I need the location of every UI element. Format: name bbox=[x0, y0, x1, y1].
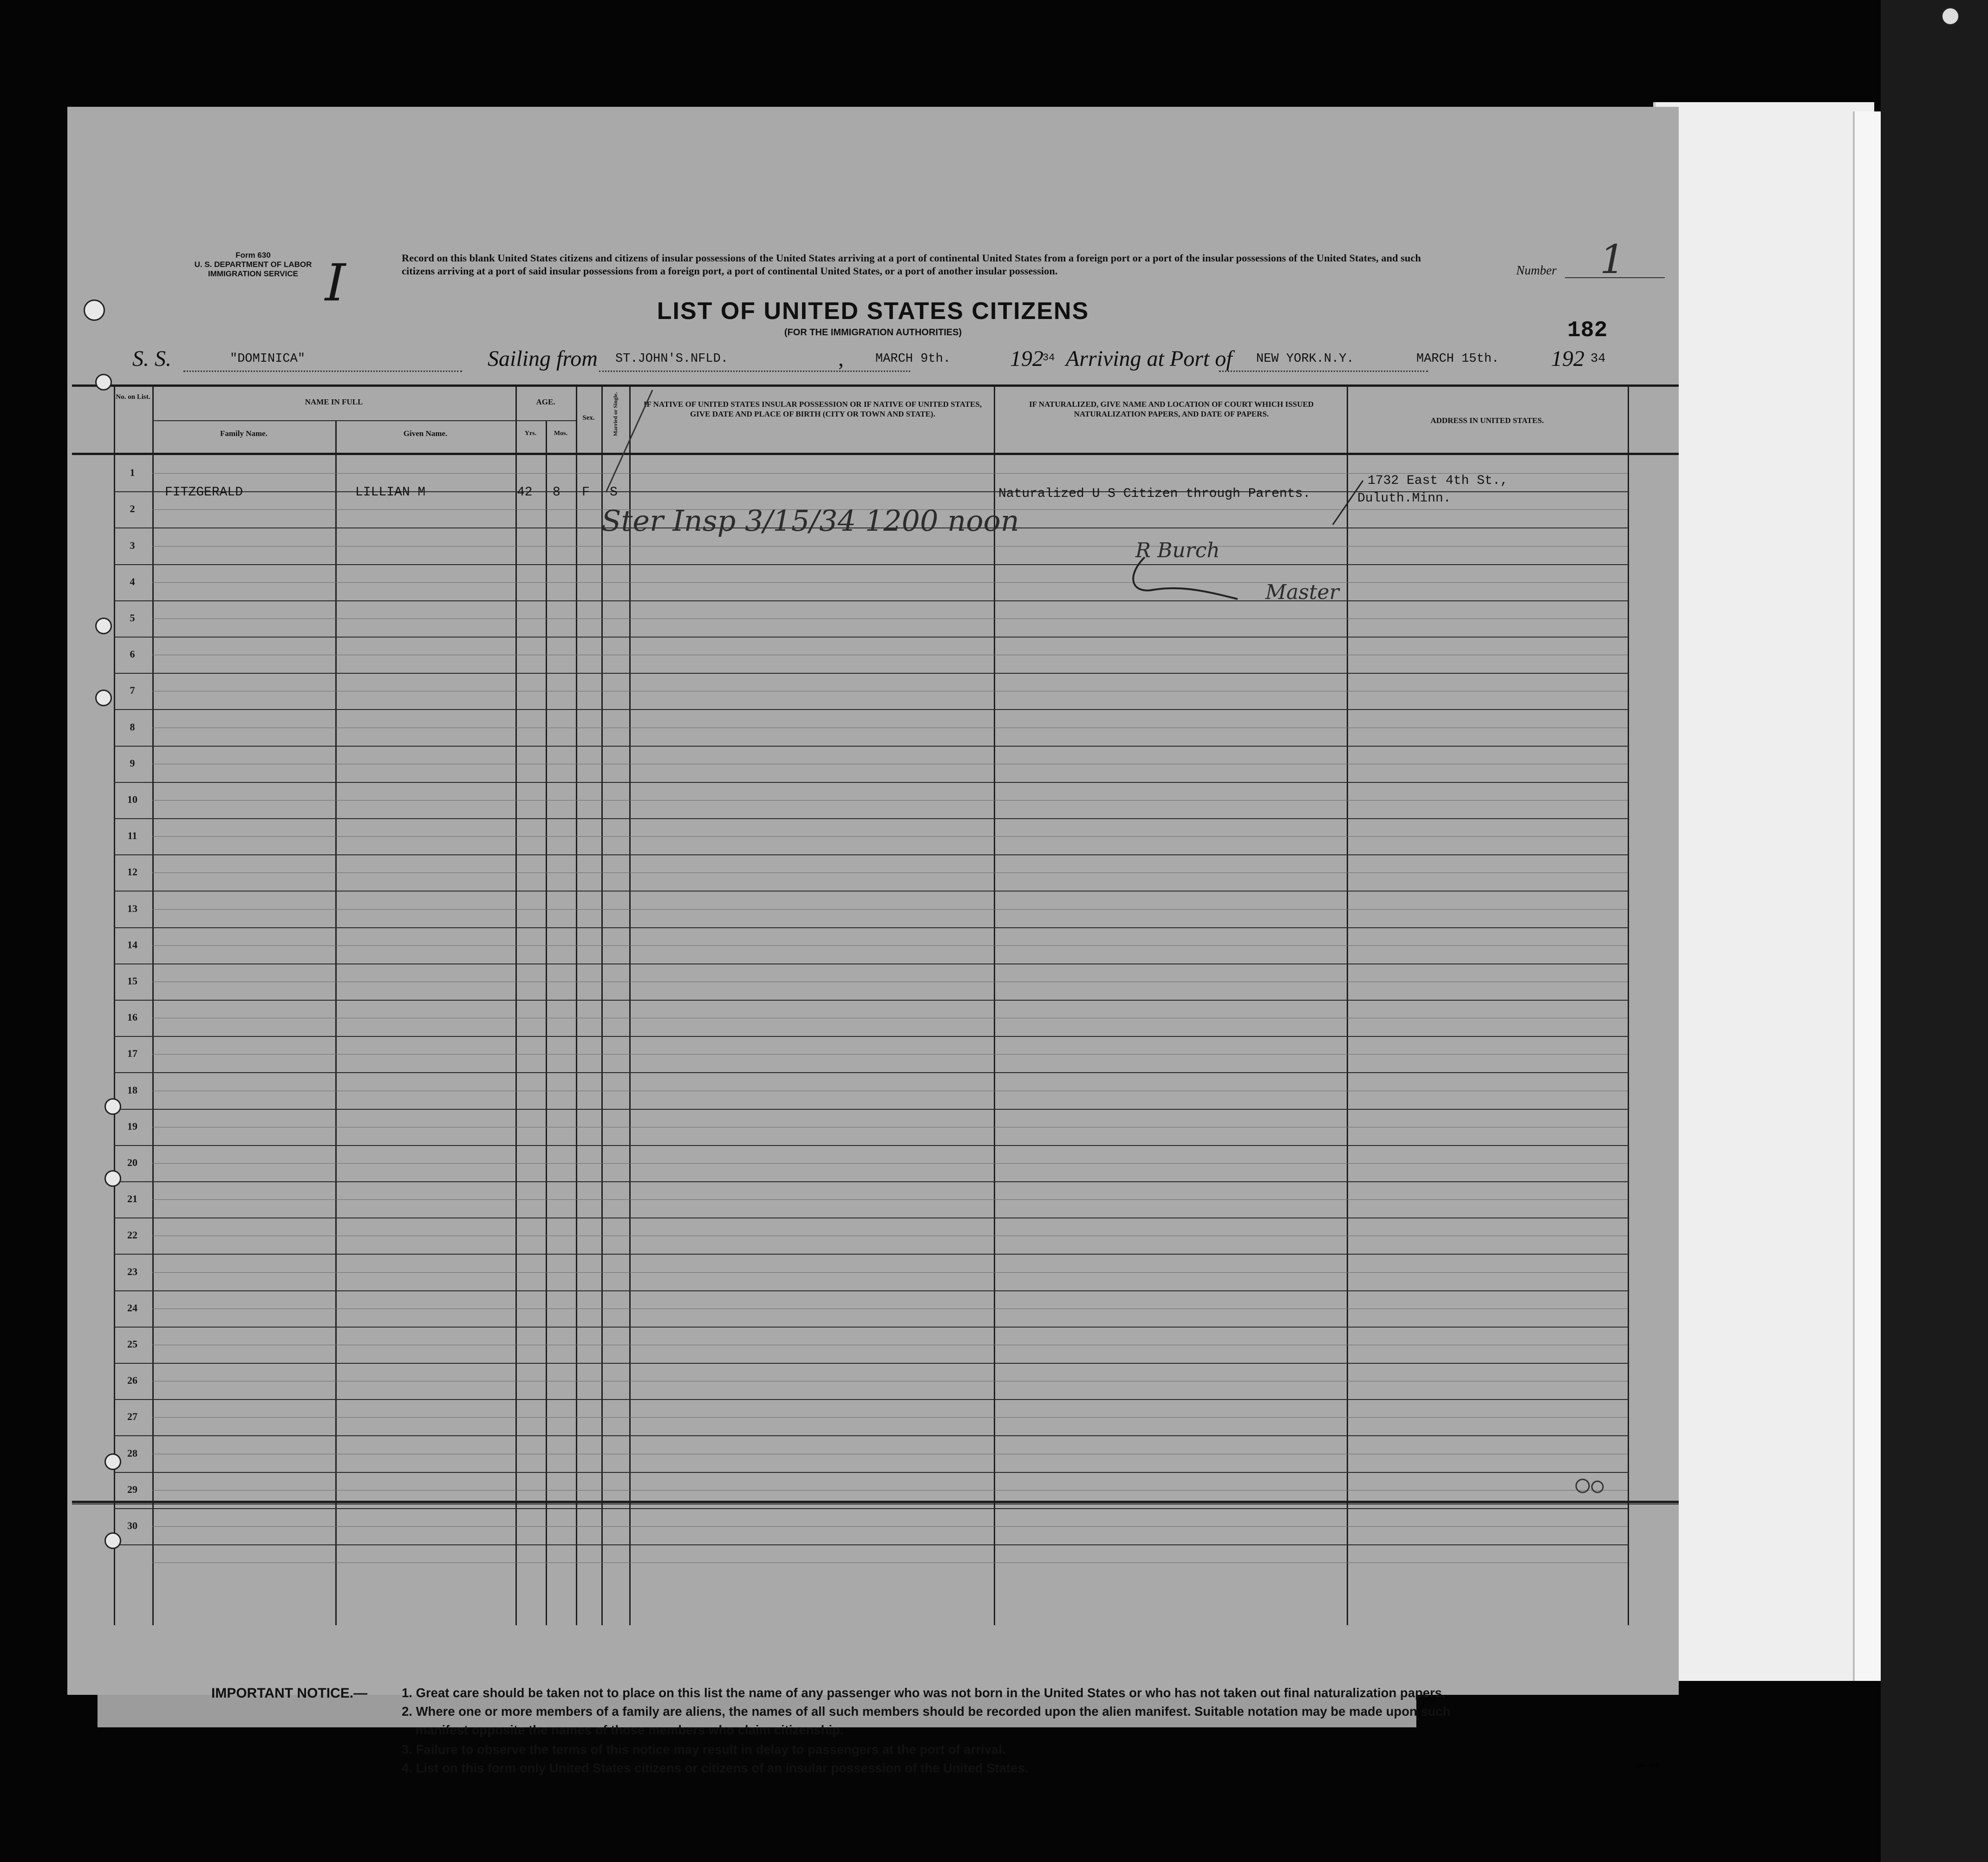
row-number: 21 bbox=[127, 1193, 137, 1205]
binding-hole bbox=[95, 618, 112, 634]
print-code: 14—608 bbox=[1637, 1762, 1658, 1769]
manifest-sheet bbox=[67, 107, 1679, 1775]
row-rule bbox=[114, 1181, 1629, 1182]
header-yrs: Yrs. bbox=[524, 430, 537, 437]
row-subrule bbox=[152, 1417, 1628, 1418]
row-rule bbox=[114, 891, 1629, 892]
arrival-port: NEW YORK.N.Y. bbox=[1256, 352, 1354, 366]
col-divider-birth bbox=[629, 385, 631, 1625]
header-no: No. on List. bbox=[116, 393, 150, 401]
row-number: 5 bbox=[130, 612, 135, 624]
row-number: 30 bbox=[127, 1519, 137, 1531]
sailing-year-prefix: 192 bbox=[1010, 346, 1043, 371]
header-family-name: Family Name. bbox=[220, 429, 267, 438]
row-number: 9 bbox=[130, 757, 135, 769]
sailing-port: ST.JOHN'S.NFLD. bbox=[615, 352, 729, 366]
row-number: 11 bbox=[127, 830, 137, 842]
name-subheader-rule bbox=[152, 420, 515, 421]
form-number: Form 630 bbox=[235, 251, 271, 260]
master-signature: R Burch bbox=[1135, 539, 1220, 562]
notice-item-3: 3. Failure to observe the terms of this notice may result in delay to passengers at the port of arrival. bbox=[402, 1742, 1006, 1757]
binding-hole bbox=[95, 374, 112, 391]
entry-sex: F bbox=[582, 485, 590, 500]
header-mos: Mos. bbox=[554, 430, 568, 437]
notice-item-1: 1. Great care should be taken not to place on this list the name of any passenger who was not born in the United States or who has not taken out final naturalization papers. bbox=[402, 1686, 1446, 1700]
row-number: 24 bbox=[127, 1302, 137, 1314]
row-rule bbox=[114, 709, 1629, 710]
comma: , bbox=[838, 346, 844, 371]
row-number: 27 bbox=[127, 1411, 137, 1423]
arrival-year-prefix: 192 bbox=[1551, 346, 1584, 371]
entry-address-line1: 1732 East 4th St., bbox=[1368, 474, 1508, 488]
notice-item-2: 2. Where one or more members of a family are aliens, the names of all such members should be recorded upon the alien manifest. Suitable notation may be made upon such bbox=[402, 1704, 1451, 1719]
underlying-page-stack bbox=[1653, 102, 1874, 1681]
entry-married: S bbox=[610, 485, 618, 500]
binding-hole bbox=[104, 1453, 121, 1470]
row-rule bbox=[114, 1544, 1629, 1545]
tick-mark bbox=[1330, 478, 1368, 529]
arrival-date: MARCH 15th. bbox=[1416, 352, 1499, 366]
header-birth: IF NATIVE OF UNITED STATES INSULAR POSSESSION OR IF NATIVE OF UNITED STATES, GIVE DATE AND PLACE OF BIRTH (CITY OR TOWN AND STATE). bbox=[643, 400, 982, 418]
col-divider-family bbox=[152, 385, 154, 1625]
row-number: 22 bbox=[127, 1229, 137, 1241]
row-number: 17 bbox=[127, 1048, 137, 1060]
header-given-name: Given Name. bbox=[403, 429, 448, 438]
row-number: 8 bbox=[130, 721, 135, 733]
sailing-year: 34 bbox=[1043, 352, 1055, 364]
header-age: AGE. bbox=[536, 397, 555, 406]
row-number: 3 bbox=[130, 539, 135, 551]
row-rule bbox=[114, 1217, 1629, 1218]
scan-border-right bbox=[1881, 0, 1988, 1862]
row-rule bbox=[114, 1327, 1629, 1328]
married-header-stroke bbox=[601, 385, 657, 497]
row-rule bbox=[114, 1363, 1629, 1364]
row-subrule bbox=[152, 582, 1628, 583]
row-rule bbox=[114, 818, 1629, 819]
page-mark bbox=[1570, 1472, 1611, 1500]
notice-item-2-cont: manifest opposite the names of those members who claim citizenship. bbox=[416, 1723, 844, 1737]
arrival-year: 34 bbox=[1590, 352, 1606, 366]
page-title: LIST OF UNITED STATES CITIZENS bbox=[657, 298, 1089, 325]
col-divider-sex bbox=[576, 385, 577, 1625]
row-subrule bbox=[152, 1199, 1628, 1200]
row-number: 6 bbox=[130, 648, 135, 660]
header-married: Married or Single. bbox=[612, 392, 619, 436]
entry-address-line2: Duluth.Minn. bbox=[1357, 491, 1451, 506]
row-rule bbox=[114, 673, 1629, 674]
age-subheader-rule bbox=[515, 420, 576, 421]
number-value: 1 bbox=[1600, 237, 1625, 283]
row-subrule bbox=[152, 1526, 1628, 1527]
col-divider-yrs bbox=[515, 385, 517, 1625]
row-rule bbox=[114, 854, 1629, 855]
entry-given-name: LILLIAN M bbox=[355, 485, 426, 500]
row-rule bbox=[114, 1472, 1629, 1473]
arrival-port-line bbox=[1219, 371, 1428, 372]
row-rule bbox=[114, 1109, 1629, 1110]
row-number: 4 bbox=[130, 575, 135, 587]
col-divider-address bbox=[1347, 385, 1348, 1625]
binding-hole bbox=[84, 299, 105, 321]
row-number: 15 bbox=[127, 975, 137, 987]
row-rule bbox=[114, 1290, 1629, 1291]
row-rule bbox=[114, 1508, 1629, 1509]
row-number: 26 bbox=[127, 1374, 137, 1387]
row-number: 10 bbox=[127, 793, 137, 805]
row-subrule bbox=[152, 836, 1628, 837]
col-divider-end bbox=[1628, 385, 1629, 1625]
row-rule bbox=[114, 1072, 1629, 1073]
entry-family-name: FITZGERALD bbox=[165, 485, 243, 500]
row-subrule bbox=[152, 872, 1628, 873]
row-rule bbox=[114, 1254, 1629, 1255]
col-divider-naturalized bbox=[994, 385, 995, 1625]
row-rule bbox=[114, 782, 1629, 783]
row-number: 14 bbox=[127, 938, 137, 951]
notice-item-4: 4. List on this form only United States citizens or citizens of an insular possession of the United States. bbox=[402, 1761, 1029, 1775]
margin-mark: I bbox=[319, 253, 352, 313]
row-number: 12 bbox=[127, 866, 137, 878]
service-name: IMMIGRATION SERVICE bbox=[208, 269, 298, 278]
row-number: 23 bbox=[127, 1265, 137, 1277]
row-number: 7 bbox=[130, 684, 135, 697]
notice-heading: IMPORTANT NOTICE.— bbox=[211, 1686, 368, 1701]
row-subrule bbox=[152, 1272, 1628, 1273]
binding-hole bbox=[104, 1532, 121, 1549]
table-bottom-rule bbox=[72, 1501, 1679, 1503]
row-rule bbox=[114, 1435, 1629, 1436]
row-number: 19 bbox=[127, 1120, 137, 1132]
row-subrule bbox=[152, 909, 1628, 910]
sailing-label: Sailing from bbox=[488, 346, 598, 371]
entry-age-yrs: 42 bbox=[517, 485, 533, 500]
header-name-in-full: NAME IN FULL bbox=[305, 397, 363, 406]
col-divider-married bbox=[601, 385, 603, 1625]
row-subrule bbox=[152, 546, 1628, 547]
ship-name-line bbox=[183, 371, 462, 372]
row-subrule bbox=[152, 618, 1628, 619]
sailing-date: MARCH 9th. bbox=[875, 352, 951, 366]
row-subrule bbox=[152, 945, 1628, 946]
row-subrule bbox=[152, 1054, 1628, 1055]
inspection-annotation: Ster Insp 3/15/34 1200 noon bbox=[601, 504, 1019, 538]
binding-hole bbox=[104, 1098, 121, 1115]
row-number: 13 bbox=[127, 902, 137, 914]
entry-age-mos: 8 bbox=[553, 485, 561, 500]
record-notice: Record on this blank United States citizens and citizens of insular possessions of the United States arriving at a port of continental United States from a foreign port or a port of the insular possessions of the United States, and such citizens arriving at a port of said insular possessions from a foreign port, a port of continental United States, or a port of another insular possession. bbox=[402, 252, 1421, 277]
table-top-rule bbox=[72, 384, 1679, 387]
row-rule bbox=[114, 1036, 1629, 1037]
header-naturalized: IF NATURALIZED, GIVE NAME AND LOCATION OF COURT WHICH ISSUED NATURALIZATION PAPERS, AND DATE OF PAPERS. bbox=[1029, 400, 1314, 418]
row-subrule bbox=[152, 1163, 1628, 1164]
row-rule bbox=[114, 927, 1629, 928]
row-number: 28 bbox=[127, 1447, 137, 1459]
row-number: 18 bbox=[127, 1084, 137, 1096]
arriving-label: Arriving at Port of bbox=[1066, 346, 1232, 371]
department-name: U. S. DEPARTMENT OF LABOR bbox=[194, 260, 312, 269]
form-identification bbox=[169, 251, 337, 279]
row-subrule bbox=[152, 800, 1628, 801]
header-address: ADDRESS IN UNITED STATES. bbox=[1430, 416, 1544, 425]
ship-name: "DOMINICA" bbox=[230, 352, 306, 366]
scan-corner-mark bbox=[1941, 7, 1960, 26]
row-rule bbox=[114, 1399, 1629, 1400]
row-rule bbox=[114, 1000, 1629, 1001]
row-rule bbox=[114, 637, 1629, 638]
row-number: 29 bbox=[127, 1483, 137, 1495]
master-title: Master bbox=[1265, 580, 1339, 604]
ss-label: S. S. bbox=[132, 346, 171, 371]
binding-hole bbox=[104, 1170, 121, 1187]
row-subrule bbox=[152, 1490, 1628, 1491]
row-rule bbox=[114, 564, 1629, 565]
entry-naturalization: Naturalized U S Citizen through Parents. bbox=[998, 487, 1311, 501]
header-sex: Sex. bbox=[582, 414, 595, 422]
number-label: Number bbox=[1516, 263, 1557, 277]
row-number: 2 bbox=[130, 503, 135, 515]
binding-hole bbox=[95, 690, 112, 706]
row-number: 16 bbox=[127, 1011, 137, 1023]
row-rule bbox=[114, 600, 1629, 601]
col-divider-no bbox=[114, 385, 115, 1625]
row-number: 20 bbox=[127, 1156, 137, 1168]
page-subtitle: (FOR THE IMMIGRATION AUTHORITIES) bbox=[784, 327, 962, 338]
row-rule bbox=[114, 1145, 1629, 1146]
table-header-rule bbox=[72, 453, 1679, 455]
sailing-port-line bbox=[599, 371, 910, 372]
row-rule bbox=[114, 746, 1629, 747]
list-year-stamp: 182 bbox=[1567, 318, 1608, 343]
row-number: 25 bbox=[127, 1338, 137, 1350]
row-number: 1 bbox=[130, 467, 135, 479]
signature-flourish bbox=[1126, 548, 1247, 613]
